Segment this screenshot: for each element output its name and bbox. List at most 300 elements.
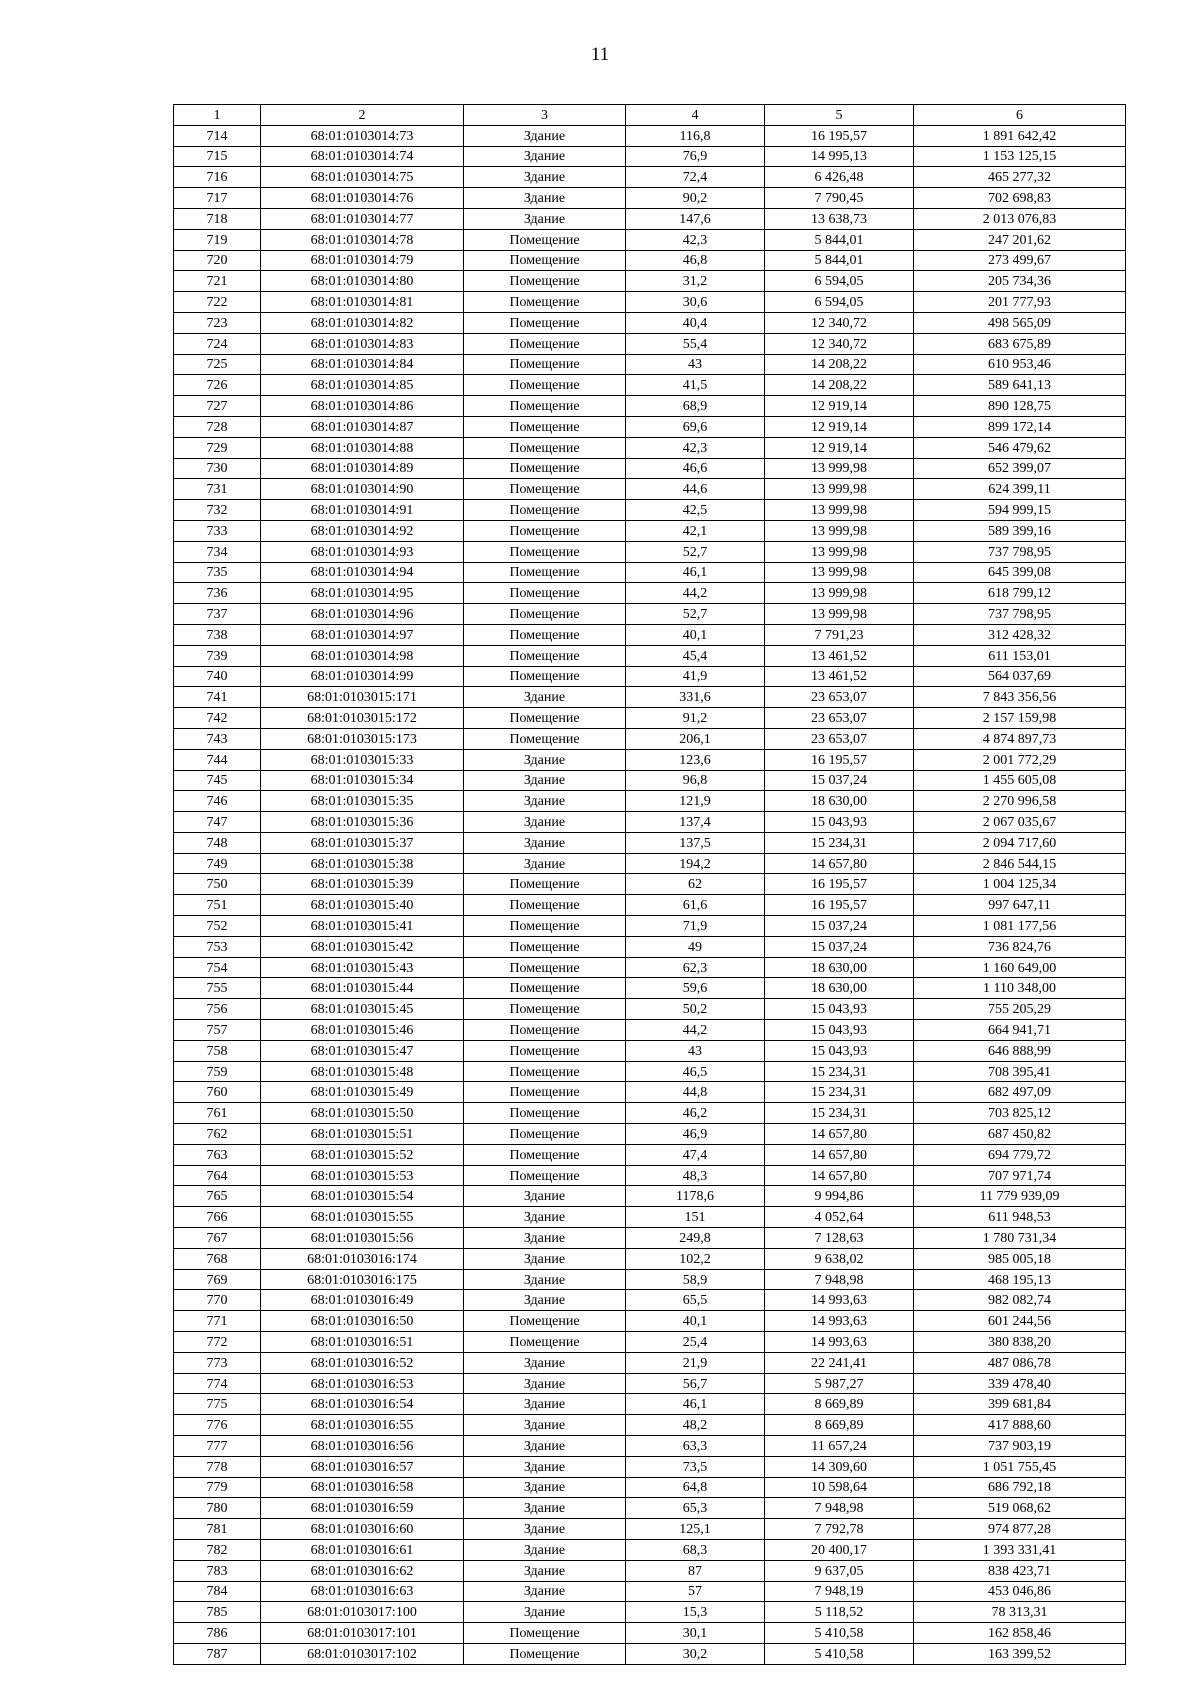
cadastral-value-cell: 594 999,15 <box>914 500 1126 521</box>
object-type-cell: Здание <box>464 1436 626 1457</box>
cadastral-value-cell: 646 888,99 <box>914 1040 1126 1061</box>
object-type-cell: Здание <box>464 687 626 708</box>
area-cell: 331,6 <box>626 687 765 708</box>
cadastral-number-cell: 68:01:0103016:175 <box>261 1269 464 1290</box>
cadastral-number-cell: 68:01:0103014:77 <box>261 208 464 229</box>
cadastral-number-cell: 68:01:0103015:42 <box>261 936 464 957</box>
cadastral-number-cell: 68:01:0103015:40 <box>261 895 464 916</box>
cadastral-number-cell: 68:01:0103015:49 <box>261 1082 464 1103</box>
specific-value-cell: 13 999,98 <box>765 479 914 500</box>
row-number-cell: 762 <box>174 1124 261 1145</box>
cadastral-number-cell: 68:01:0103014:75 <box>261 167 464 188</box>
area-cell: 31,2 <box>626 271 765 292</box>
row-number-cell: 736 <box>174 583 261 604</box>
table-row <box>174 583 1126 604</box>
area-cell: 40,1 <box>626 1311 765 1332</box>
cadastral-value-cell: 1 891 642,42 <box>914 125 1126 146</box>
cadastral-number-cell: 68:01:0103014:81 <box>261 292 464 313</box>
row-number-cell: 741 <box>174 687 261 708</box>
cadastral-value-cell: 645 399,08 <box>914 562 1126 583</box>
table-row <box>174 1082 1126 1103</box>
row-number-cell: 747 <box>174 812 261 833</box>
cadastral-number-cell: 68:01:0103014:78 <box>261 229 464 250</box>
area-cell: 49 <box>626 936 765 957</box>
object-type-cell: Помещение <box>464 1061 626 1082</box>
table-row <box>174 437 1126 458</box>
table-row <box>174 874 1126 895</box>
table-row <box>174 749 1126 770</box>
object-type-cell: Помещение <box>464 624 626 645</box>
cadastral-number-cell: 68:01:0103015:36 <box>261 812 464 833</box>
area-cell: 116,8 <box>626 125 765 146</box>
table-row <box>174 1103 1126 1124</box>
table-row <box>174 999 1126 1020</box>
row-number-cell: 755 <box>174 978 261 999</box>
object-type-cell: Здание <box>464 1394 626 1415</box>
cadastral-value-cell: 399 681,84 <box>914 1394 1126 1415</box>
cadastral-number-cell: 68:01:0103016:63 <box>261 1581 464 1602</box>
row-number-cell: 735 <box>174 562 261 583</box>
table-row <box>174 1352 1126 1373</box>
object-type-cell: Здание <box>464 1290 626 1311</box>
cadastral-value-table <box>173 104 1126 1665</box>
area-cell: 15,3 <box>626 1602 765 1623</box>
table-row <box>174 978 1126 999</box>
cadastral-number-cell: 68:01:0103014:86 <box>261 396 464 417</box>
cadastral-value-cell: 380 838,20 <box>914 1332 1126 1353</box>
area-cell: 48,3 <box>626 1165 765 1186</box>
specific-value-cell: 14 309,60 <box>765 1456 914 1477</box>
cadastral-number-cell: 68:01:0103016:51 <box>261 1332 464 1353</box>
row-number-cell: 781 <box>174 1519 261 1540</box>
object-type-cell: Помещение <box>464 1124 626 1145</box>
cadastral-value-cell: 838 423,71 <box>914 1560 1126 1581</box>
row-number-cell: 744 <box>174 749 261 770</box>
table-row <box>174 791 1126 812</box>
specific-value-cell: 5 118,52 <box>765 1602 914 1623</box>
specific-value-cell: 14 993,63 <box>765 1332 914 1353</box>
area-cell: 137,4 <box>626 812 765 833</box>
cadastral-number-cell: 68:01:0103015:45 <box>261 999 464 1020</box>
row-number-cell: 775 <box>174 1394 261 1415</box>
cadastral-value-cell: 78 313,31 <box>914 1602 1126 1623</box>
table-row <box>174 1623 1126 1644</box>
cadastral-number-cell: 68:01:0103015:173 <box>261 728 464 749</box>
row-number-cell: 718 <box>174 208 261 229</box>
cadastral-value-cell: 997 647,11 <box>914 895 1126 916</box>
table-row <box>174 770 1126 791</box>
cadastral-value-cell: 899 172,14 <box>914 416 1126 437</box>
row-number-cell: 731 <box>174 479 261 500</box>
table-row <box>174 1436 1126 1457</box>
object-type-cell: Здание <box>464 146 626 167</box>
row-number-cell: 750 <box>174 874 261 895</box>
specific-value-cell: 15 043,93 <box>765 999 914 1020</box>
specific-value-cell: 13 999,98 <box>765 604 914 625</box>
cadastral-number-cell: 68:01:0103014:90 <box>261 479 464 500</box>
area-cell: 41,9 <box>626 666 765 687</box>
area-cell: 71,9 <box>626 916 765 937</box>
specific-value-cell: 14 995,13 <box>765 146 914 167</box>
object-type-cell: Помещение <box>464 541 626 562</box>
cadastral-number-cell: 68:01:0103015:53 <box>261 1165 464 1186</box>
row-number-cell: 745 <box>174 770 261 791</box>
object-type-cell: Здание <box>464 853 626 874</box>
table-row <box>174 208 1126 229</box>
row-number-cell: 737 <box>174 604 261 625</box>
specific-value-cell: 15 043,93 <box>765 812 914 833</box>
specific-value-cell: 12 340,72 <box>765 312 914 333</box>
cadastral-number-cell: 68:01:0103015:52 <box>261 1144 464 1165</box>
cadastral-number-cell: 68:01:0103016:62 <box>261 1560 464 1581</box>
cadastral-value-cell: 686 792,18 <box>914 1477 1126 1498</box>
cadastral-value-cell: 2 067 035,67 <box>914 812 1126 833</box>
area-cell: 46,5 <box>626 1061 765 1082</box>
object-type-cell: Помещение <box>464 1144 626 1165</box>
cadastral-number-cell: 68:01:0103014:84 <box>261 354 464 375</box>
cadastral-number-cell: 68:01:0103017:101 <box>261 1623 464 1644</box>
cadastral-number-cell: 68:01:0103015:54 <box>261 1186 464 1207</box>
object-type-cell: Здание <box>464 1477 626 1498</box>
row-number-cell: 784 <box>174 1581 261 1602</box>
object-type-cell: Помещение <box>464 416 626 437</box>
cadastral-number-cell: 68:01:0103015:56 <box>261 1228 464 1249</box>
cadastral-value-cell: 2 013 076,83 <box>914 208 1126 229</box>
table-row <box>174 1311 1126 1332</box>
cadastral-value-cell: 736 824,76 <box>914 936 1126 957</box>
specific-value-cell: 14 993,63 <box>765 1290 914 1311</box>
area-cell: 46,1 <box>626 562 765 583</box>
table-row <box>174 1228 1126 1249</box>
object-type-cell: Здание <box>464 188 626 209</box>
specific-value-cell: 7 128,63 <box>765 1228 914 1249</box>
cadastral-number-cell: 68:01:0103014:93 <box>261 541 464 562</box>
object-type-cell: Здание <box>464 1186 626 1207</box>
row-number-cell: 733 <box>174 520 261 541</box>
area-cell: 147,6 <box>626 208 765 229</box>
specific-value-cell: 6 426,48 <box>765 167 914 188</box>
area-cell: 102,2 <box>626 1248 765 1269</box>
table-row <box>174 666 1126 687</box>
cadastral-value-cell: 312 428,32 <box>914 624 1126 645</box>
row-number-cell: 720 <box>174 250 261 271</box>
row-number-cell: 778 <box>174 1456 261 1477</box>
cadastral-value-cell: 1 455 605,08 <box>914 770 1126 791</box>
area-cell: 151 <box>626 1207 765 1228</box>
object-type-cell: Помещение <box>464 708 626 729</box>
cadastral-value-cell: 1 780 731,34 <box>914 1228 1126 1249</box>
row-number-cell: 715 <box>174 146 261 167</box>
area-cell: 72,4 <box>626 167 765 188</box>
area-cell: 121,9 <box>626 791 765 812</box>
area-cell: 73,5 <box>626 1456 765 1477</box>
row-number-cell: 765 <box>174 1186 261 1207</box>
area-cell: 76,9 <box>626 146 765 167</box>
area-cell: 42,3 <box>626 229 765 250</box>
table-row <box>174 832 1126 853</box>
table-row <box>174 728 1126 749</box>
object-type-cell: Здание <box>464 1560 626 1581</box>
area-cell: 59,6 <box>626 978 765 999</box>
area-cell: 62,3 <box>626 957 765 978</box>
object-type-cell: Помещение <box>464 1643 626 1664</box>
row-number-cell: 738 <box>174 624 261 645</box>
table-row <box>174 229 1126 250</box>
table-row <box>174 271 1126 292</box>
cadastral-value-cell: 465 277,32 <box>914 167 1126 188</box>
specific-value-cell: 12 919,14 <box>765 437 914 458</box>
row-number-cell: 752 <box>174 916 261 937</box>
specific-value-cell: 14 657,80 <box>765 1144 914 1165</box>
object-type-cell: Здание <box>464 770 626 791</box>
specific-value-cell: 13 999,98 <box>765 541 914 562</box>
cadastral-number-cell: 68:01:0103015:47 <box>261 1040 464 1061</box>
table-row <box>174 416 1126 437</box>
table-row <box>174 146 1126 167</box>
specific-value-cell: 7 948,19 <box>765 1581 914 1602</box>
row-number-cell: 774 <box>174 1373 261 1394</box>
table-row <box>174 1290 1126 1311</box>
table-header <box>174 105 1126 126</box>
area-cell: 52,7 <box>626 541 765 562</box>
object-type-cell: Помещение <box>464 396 626 417</box>
table-row <box>174 562 1126 583</box>
area-cell: 42,1 <box>626 520 765 541</box>
row-number-cell: 768 <box>174 1248 261 1269</box>
specific-value-cell: 5 844,01 <box>765 250 914 271</box>
object-type-cell: Помещение <box>464 437 626 458</box>
area-cell: 123,6 <box>626 749 765 770</box>
cadastral-value-cell: 201 777,93 <box>914 292 1126 313</box>
table-row <box>174 1539 1126 1560</box>
cadastral-number-cell: 68:01:0103014:83 <box>261 333 464 354</box>
object-type-cell: Помещение <box>464 895 626 916</box>
cadastral-value-cell: 2 270 996,58 <box>914 791 1126 812</box>
area-cell: 45,4 <box>626 645 765 666</box>
specific-value-cell: 8 669,89 <box>765 1415 914 1436</box>
row-number-cell: 748 <box>174 832 261 853</box>
table-row <box>174 1519 1126 1540</box>
specific-value-cell: 18 630,00 <box>765 791 914 812</box>
row-number-cell: 722 <box>174 292 261 313</box>
row-number-cell: 742 <box>174 708 261 729</box>
cadastral-number-cell: 68:01:0103015:48 <box>261 1061 464 1082</box>
specific-value-cell: 5 410,58 <box>765 1623 914 1644</box>
cadastral-value-cell: 1 393 331,41 <box>914 1539 1126 1560</box>
cadastral-value-cell: 1 004 125,34 <box>914 874 1126 895</box>
cadastral-value-cell: 2 094 717,60 <box>914 832 1126 853</box>
cadastral-value-cell: 273 499,67 <box>914 250 1126 271</box>
row-number-cell: 751 <box>174 895 261 916</box>
specific-value-cell: 23 653,07 <box>765 708 914 729</box>
specific-value-cell: 15 234,31 <box>765 1103 914 1124</box>
specific-value-cell: 15 043,93 <box>765 1020 914 1041</box>
object-type-cell: Помещение <box>464 916 626 937</box>
table-row <box>174 1040 1126 1061</box>
row-number-cell: 776 <box>174 1415 261 1436</box>
area-cell: 46,1 <box>626 1394 765 1415</box>
specific-value-cell: 13 999,98 <box>765 458 914 479</box>
area-cell: 69,6 <box>626 416 765 437</box>
row-number-cell: 758 <box>174 1040 261 1061</box>
cadastral-number-cell: 68:01:0103015:33 <box>261 749 464 770</box>
specific-value-cell: 10 598,64 <box>765 1477 914 1498</box>
row-number-cell: 769 <box>174 1269 261 1290</box>
specific-value-cell: 5 987,27 <box>765 1373 914 1394</box>
object-type-cell: Помещение <box>464 479 626 500</box>
table-row <box>174 1124 1126 1145</box>
area-cell: 46,6 <box>626 458 765 479</box>
cadastral-number-cell: 68:01:0103015:171 <box>261 687 464 708</box>
cadastral-number-cell: 68:01:0103015:35 <box>261 791 464 812</box>
cadastral-value-cell: 985 005,18 <box>914 1248 1126 1269</box>
object-type-cell: Помещение <box>464 375 626 396</box>
specific-value-cell: 7 790,45 <box>765 188 914 209</box>
object-type-cell: Здание <box>464 1269 626 1290</box>
cadastral-number-cell: 68:01:0103014:73 <box>261 125 464 146</box>
cadastral-value-cell: 737 798,95 <box>914 541 1126 562</box>
table-row <box>174 333 1126 354</box>
row-number-cell: 783 <box>174 1560 261 1581</box>
header-row <box>174 105 1126 126</box>
cadastral-number-cell: 68:01:0103014:82 <box>261 312 464 333</box>
cadastral-number-cell: 68:01:0103016:53 <box>261 1373 464 1394</box>
cadastral-number-cell: 68:01:0103014:74 <box>261 146 464 167</box>
row-number-cell: 766 <box>174 1207 261 1228</box>
cadastral-value-cell: 664 941,71 <box>914 1020 1126 1041</box>
cadastral-value-cell: 589 641,13 <box>914 375 1126 396</box>
row-number-cell: 785 <box>174 1602 261 1623</box>
cadastral-value-cell: 683 675,89 <box>914 333 1126 354</box>
specific-value-cell: 7 948,98 <box>765 1269 914 1290</box>
object-type-cell: Здание <box>464 1228 626 1249</box>
cadastral-value-cell: 974 877,28 <box>914 1519 1126 1540</box>
row-number-cell: 730 <box>174 458 261 479</box>
cadastral-number-cell: 68:01:0103016:55 <box>261 1415 464 1436</box>
specific-value-cell: 14 208,22 <box>765 375 914 396</box>
cadastral-value-cell: 453 046,86 <box>914 1581 1126 1602</box>
specific-value-cell: 14 657,80 <box>765 853 914 874</box>
specific-value-cell: 5 844,01 <box>765 229 914 250</box>
table-body <box>174 125 1126 1664</box>
area-cell: 21,9 <box>626 1352 765 1373</box>
area-cell: 87 <box>626 1560 765 1581</box>
row-number-cell: 770 <box>174 1290 261 1311</box>
object-type-cell: Помещение <box>464 500 626 521</box>
specific-value-cell: 4 052,64 <box>765 1207 914 1228</box>
specific-value-cell: 20 400,17 <box>765 1539 914 1560</box>
table-row <box>174 354 1126 375</box>
cadastral-value-cell: 982 082,74 <box>914 1290 1126 1311</box>
cadastral-number-cell: 68:01:0103015:172 <box>261 708 464 729</box>
area-cell: 40,1 <box>626 624 765 645</box>
area-cell: 44,2 <box>626 583 765 604</box>
object-type-cell: Здание <box>464 832 626 853</box>
table-row <box>174 1020 1126 1041</box>
cadastral-value-cell: 564 037,69 <box>914 666 1126 687</box>
table-row <box>174 1061 1126 1082</box>
table-row <box>174 167 1126 188</box>
specific-value-cell: 18 630,00 <box>765 957 914 978</box>
specific-value-cell: 15 234,31 <box>765 1082 914 1103</box>
area-cell: 65,3 <box>626 1498 765 1519</box>
specific-value-cell: 15 037,24 <box>765 916 914 937</box>
area-cell: 42,5 <box>626 500 765 521</box>
specific-value-cell: 13 638,73 <box>765 208 914 229</box>
cadastral-number-cell: 68:01:0103015:43 <box>261 957 464 978</box>
cadastral-value-cell: 708 395,41 <box>914 1061 1126 1082</box>
object-type-cell: Помещение <box>464 292 626 313</box>
object-type-cell: Помещение <box>464 604 626 625</box>
specific-value-cell: 15 037,24 <box>765 770 914 791</box>
specific-value-cell: 12 919,14 <box>765 396 914 417</box>
object-type-cell: Помещение <box>464 728 626 749</box>
table-row <box>174 1415 1126 1436</box>
area-cell: 65,5 <box>626 1290 765 1311</box>
cadastral-value-cell: 1 081 177,56 <box>914 916 1126 937</box>
row-number-cell: 772 <box>174 1332 261 1353</box>
object-type-cell: Помещение <box>464 957 626 978</box>
table-row <box>174 1248 1126 1269</box>
area-cell: 91,2 <box>626 708 765 729</box>
table-row <box>174 604 1126 625</box>
row-number-cell: 739 <box>174 645 261 666</box>
cadastral-value-cell: 162 858,46 <box>914 1623 1126 1644</box>
area-cell: 1178,6 <box>626 1186 765 1207</box>
object-type-cell: Помещение <box>464 645 626 666</box>
area-cell: 61,6 <box>626 895 765 916</box>
specific-value-cell: 5 410,58 <box>765 1643 914 1664</box>
object-type-cell: Здание <box>464 791 626 812</box>
area-cell: 44,2 <box>626 1020 765 1041</box>
area-cell: 30,2 <box>626 1643 765 1664</box>
area-cell: 46,8 <box>626 250 765 271</box>
table-row <box>174 188 1126 209</box>
cadastral-value-cell: 163 399,52 <box>914 1643 1126 1664</box>
table-row <box>174 312 1126 333</box>
table-row <box>174 1373 1126 1394</box>
row-number-cell: 753 <box>174 936 261 957</box>
cadastral-number-cell: 68:01:0103015:37 <box>261 832 464 853</box>
table-row <box>174 125 1126 146</box>
row-number-cell: 756 <box>174 999 261 1020</box>
object-type-cell: Здание <box>464 1207 626 1228</box>
specific-value-cell: 23 653,07 <box>765 687 914 708</box>
row-number-cell: 716 <box>174 167 261 188</box>
cadastral-number-cell: 68:01:0103015:50 <box>261 1103 464 1124</box>
row-number-cell: 714 <box>174 125 261 146</box>
cadastral-value-cell: 703 825,12 <box>914 1103 1126 1124</box>
object-type-cell: Здание <box>464 1602 626 1623</box>
cadastral-number-cell: 68:01:0103015:34 <box>261 770 464 791</box>
area-cell: 63,3 <box>626 1436 765 1457</box>
cadastral-number-cell: 68:01:0103016:60 <box>261 1519 464 1540</box>
cadastral-value-cell: 687 450,82 <box>914 1124 1126 1145</box>
cadastral-number-cell: 68:01:0103014:89 <box>261 458 464 479</box>
row-number-cell: 721 <box>174 271 261 292</box>
object-type-cell: Помещение <box>464 1040 626 1061</box>
table-row <box>174 520 1126 541</box>
row-number-cell: 727 <box>174 396 261 417</box>
cadastral-value-cell: 546 479,62 <box>914 437 1126 458</box>
specific-value-cell: 14 657,80 <box>765 1165 914 1186</box>
specific-value-cell: 13 999,98 <box>765 583 914 604</box>
cadastral-number-cell: 68:01:0103016:50 <box>261 1311 464 1332</box>
table-row <box>174 250 1126 271</box>
column-header-3: 3 <box>464 105 626 126</box>
row-number-cell: 725 <box>174 354 261 375</box>
specific-value-cell: 6 594,05 <box>765 292 914 313</box>
